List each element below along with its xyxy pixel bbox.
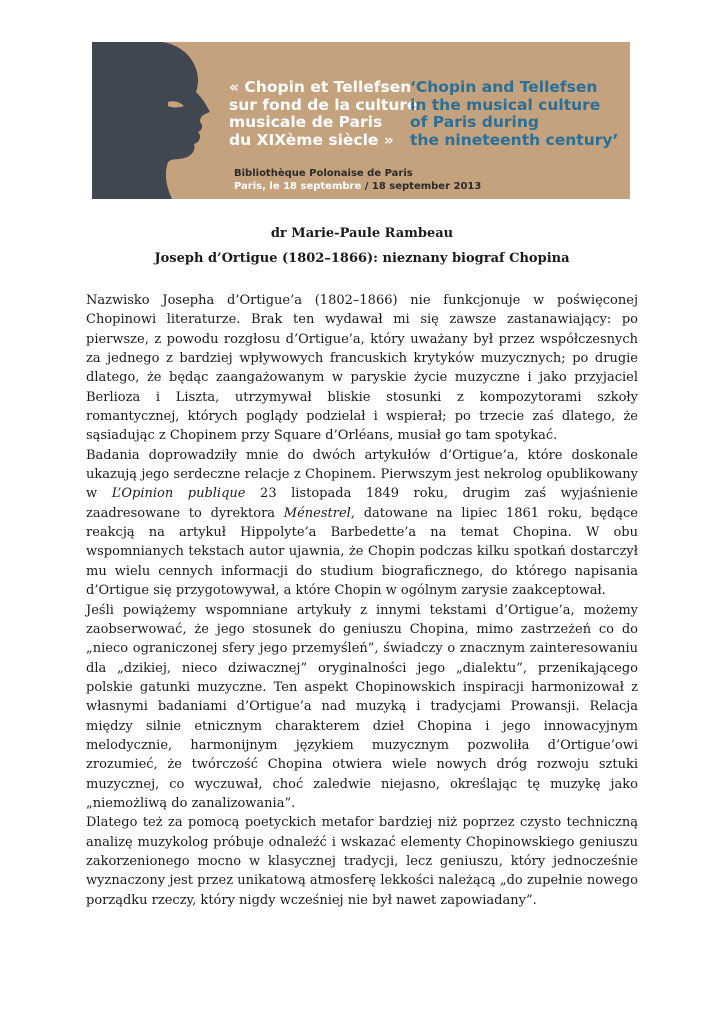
paragraph — [86, 601, 638, 814]
paragraph — [86, 813, 638, 910]
paragraph-text: Jeśli powiążemy wspomniane artykuły z innymi tekstami d’Ortigue’a, możemy zaobserwować, że jego stosunek do geniuszu Chopina, mimo zastrzeżeń co do „nieco ograniczonej sfery jego przemyśleń”, świadczy o znacznym zainteresowaniu dla „dzikiej, nieco dziwacznej” oryginalności jego „dialektu”, przenikającego polskie gatunki muzyczne. Ten aspekt Chopinowskich inspiracji harmonizował z własnymi badaniami d’Ortigue’a nad muzyką i tradycjami Prowansji. Relacja między silnie etnicznym charakterem dzieł Chopina i jego innowacyjnym melodycznie, harmonijnym językiem muzycznym pozwoliła d’Ortigue’owi zrozumieć, że twórczość Chopina otwiera wiele nowych dróg rozwoju sztuki muzycznej, co wyczuwał, choć zaledwie niejasno, określając tę muzykę jako „niemożliwą do zanalizowania”. — [86, 602, 638, 811]
en-title-line: in the musical culture — [410, 95, 601, 114]
date-french: Paris, le 18 septembre — [234, 181, 362, 192]
fr-title-line: musicale de Paris — [229, 113, 383, 131]
article-title: Joseph d’Ortigue (1802–1866): nieznany biograf Chopina — [154, 251, 570, 266]
italic-title-text: L’Opinion publique — [111, 486, 246, 502]
en-title-line: of Paris during — [410, 113, 539, 131]
date-separator: / — [361, 181, 372, 192]
author-name: dr Marie-Paule Rambeau — [270, 226, 454, 241]
paragraph — [86, 291, 638, 446]
banner-title-french — [229, 79, 418, 149]
chopin-profile-silhouette-icon — [92, 42, 232, 199]
fr-title-line: sur fond de la culture — [229, 95, 418, 114]
venue-name: Bibliothèque Polonaise de Paris — [234, 168, 413, 179]
en-title-line: ‘Chopin and Tellefsen — [410, 78, 598, 96]
italic-title-text: Ménestrel — [283, 505, 351, 521]
en-title-line: the nineteenth century’ — [410, 130, 619, 149]
banner-title-english — [410, 79, 618, 149]
date-english: 18 september 2013 — [371, 181, 482, 192]
paragraph-text: Dlatego też za pomocą poetyckich metafor bardziej niż poprzez czysto techniczną analizę muzykolog próbuje odnaleźć i wskazać elementy Chopinowskiego geniuszu zakorzenionego mocno w klasycznej tradycji, lecz geniuszu, który jednocześnie wyznaczony jest przez unikatową atmosferę lekkości należącą „do zupełnie nowego porządku rzeczy, który nigdy wcześniej nie był nawet zapowiadany”. — [86, 815, 638, 908]
banner-venue — [234, 167, 481, 193]
fr-title-line: du XIXème siècle » — [229, 130, 394, 149]
paragraph-text: Badania doprowadziły mnie do dwóch artykułów d’Ortigue’a, które doskonale ukazują jego serdeczne relacje z Chopinem. Pierwszym jest nekrolog opublikowany w — [86, 447, 638, 502]
fr-title-line: « Chopin et Tellefsen — [229, 78, 412, 96]
article-body — [86, 291, 638, 910]
paragraph-text: , datowane na lipiec 1861 roku, będące reakcją na artykuł Hippolyte’a Barbedette’a na temat Chopina. W obu wspomnianych tekstach autor ujawnia, że Chopin podczas kilku spotkań dostarczył mu wielu cennych informacji do studium biograficznego, do którego napisania d’Ortigue się przygotowywał, a które Chopin w ogólnym zarysie zaakceptował. — [86, 505, 638, 599]
event-date — [234, 180, 481, 193]
conference-banner — [92, 42, 630, 199]
paragraph-text: 23 listopada 1849 roku, drugim zaś wyjaśnienie zaadresowane to dyrektora — [86, 486, 638, 521]
paragraph-text: Nazwisko Josepha d’Ortigue’a (1802–1866) nie funkcjonuje w poświęconej Chopinowi literaturze. Brak ten wydawał mi się zawsze zastanawiający: po pierwsze, z powodu rozgłosu d’Ortigue’a, który uważany był przez współczesnych za jednego z bardziej wpływowych francuskich krytyków muzycznych; po drugie dlatego, że będąc zaangażowanym w paryskie życie muzyczne i jako przyjaciel Berlioza i Liszta, utrzymywał bliskie stosunki z kompozytorami szkoły romantycznej, których poglądy podzielał i wspierał; po trzecie zaś dlatego, że sąsiadując z Chopinem przy Square d’Orléans, musiał go tam spotykać. — [86, 293, 638, 444]
paragraph — [86, 446, 638, 601]
